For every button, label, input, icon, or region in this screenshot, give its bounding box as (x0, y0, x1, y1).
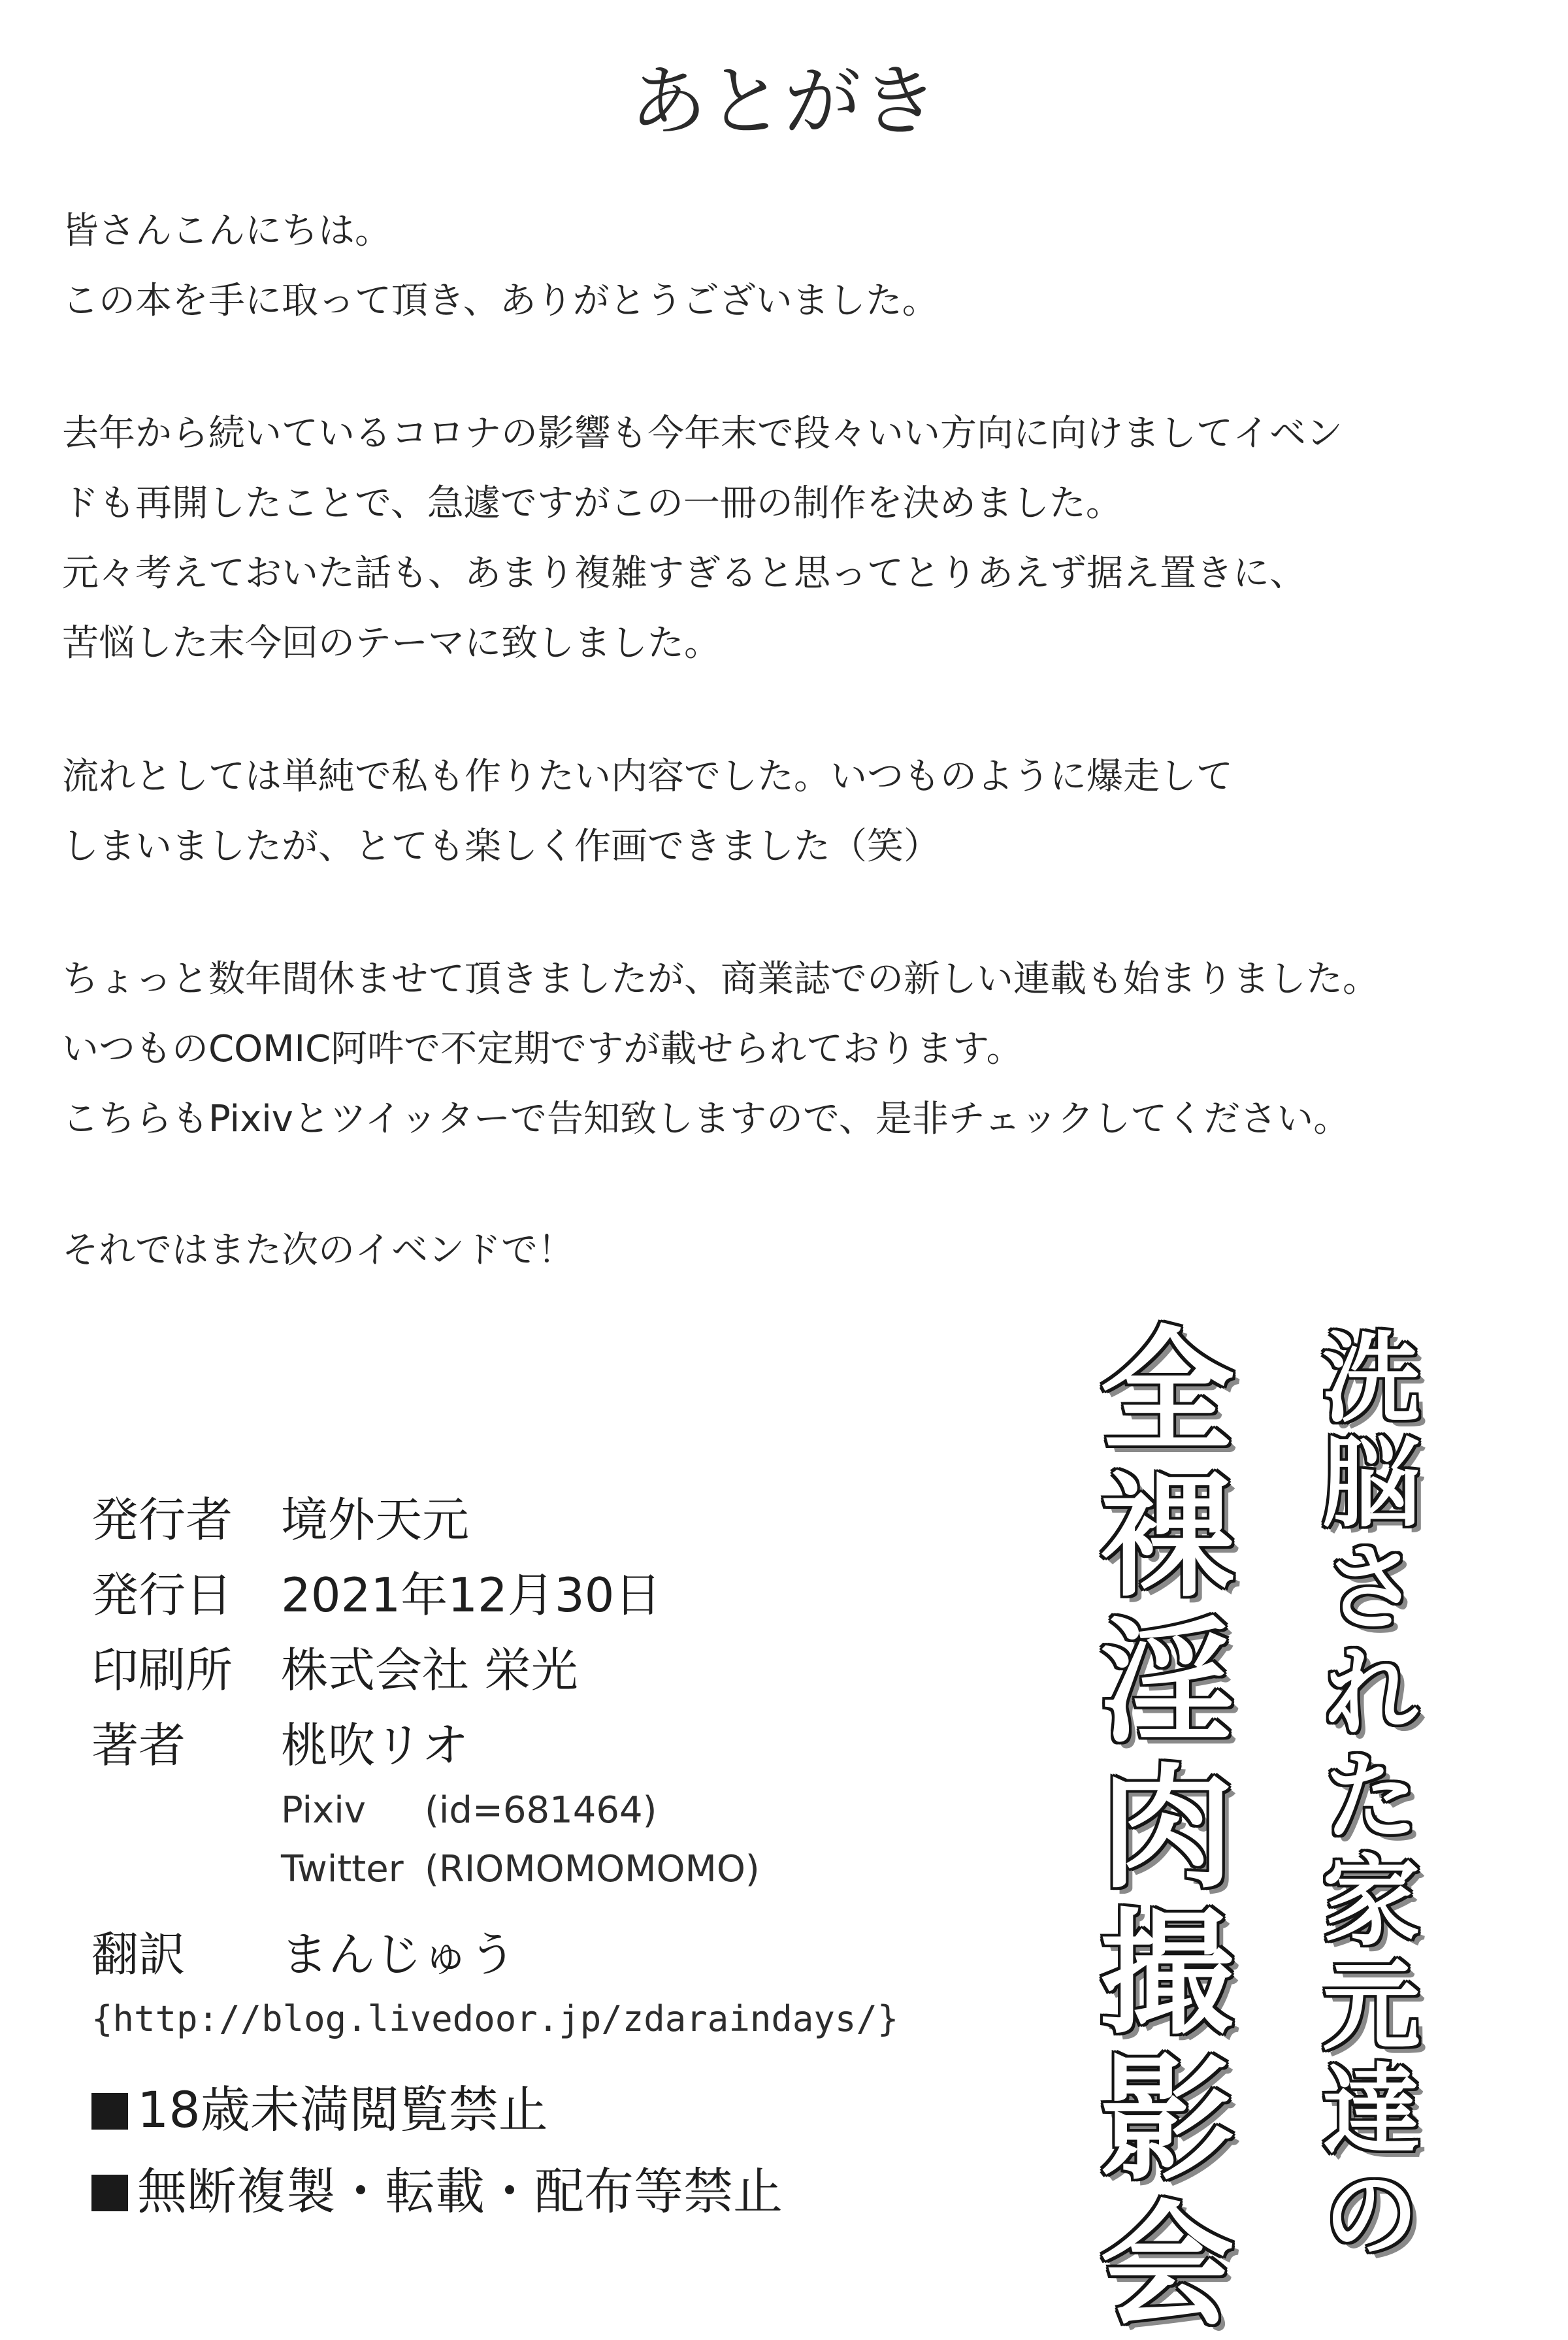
translator-value: まんじゅう (281, 1927, 517, 1982)
paragraph-content (62, 742, 1486, 882)
publisher-label: 発行者 (91, 1492, 233, 1547)
paragraph-news (62, 944, 1486, 1154)
date-value: 2021年12月30日 (281, 1568, 662, 1623)
square-bullet-icon (91, 2093, 128, 2130)
text-line: 皆さんこんにちは。 (62, 210, 391, 252)
text-line: 苦悩した末今回のテーマに致しました。 (62, 622, 721, 665)
age-notice-text: 18歳未満閲覧禁止 (137, 2081, 548, 2139)
text-line-part: 去年から続いているコロナの影響も今年末で段々いい方向に向けましてイベンドも再開したことで、急遽ですがこの一冊の制作を決めました。 (62, 412, 1343, 525)
copyright-notice (91, 2152, 783, 2223)
text-line: 流れとしては単純で私も作りたい内容でした。いつものように爆走して (62, 755, 1233, 798)
pixiv-label: Pixiv (281, 1789, 366, 1832)
author-value: 桃吹リオ (281, 1718, 469, 1773)
twitter-label: Twitter (281, 1848, 404, 1890)
copyright-notice-text: 無断複製・転載・配布等禁止 (137, 2162, 783, 2220)
pixiv-line (281, 1789, 657, 1832)
text-line: 元々考えておいた話も、あまり複雑すぎると思ってとりあえず据え置きに、 (62, 552, 1306, 595)
translator-label: 翻訳 (91, 1927, 186, 1982)
text-line: この本を手に取って頂き、ありがとうございました。 (62, 280, 939, 322)
twitter-id: (RIOMOMOMOMO) (425, 1848, 760, 1890)
author-label: 著者 (91, 1718, 186, 1773)
date-label: 発行日 (91, 1568, 233, 1623)
page-title: あとがき (629, 56, 938, 146)
printer-value: 株式会社 栄光 (281, 1643, 578, 1698)
twitter-line (281, 1848, 760, 1890)
text-line: ちょっと数年間休ませて頂きましたが、商業誌での新しい連載も始まりました。 (62, 958, 1379, 1000)
pixiv-id: (id=681464) (425, 1789, 657, 1832)
text-line: それではまた次のイベンドで！ (62, 1229, 574, 1272)
paragraph-background (62, 399, 1486, 678)
blog-url: {http://blog.livedoor.jp/zdaraindays/} (91, 1998, 899, 2039)
publisher-value: 境外天元 (281, 1492, 470, 1547)
text-line: しまいましたが、とても楽しく作画できました（笑） (62, 825, 940, 868)
square-bullet-icon (91, 2175, 128, 2211)
printer-label: 印刷所 (91, 1643, 233, 1698)
book-title-line1: 洗脳された家元達の (1305, 1327, 1419, 2267)
paragraph-greeting (62, 196, 1486, 336)
text-line: こちらもPixivとツイッターで告知致しますので、是非チェックしてください。 (62, 1098, 1350, 1140)
age-notice (91, 2070, 548, 2141)
paragraph-closing (62, 1215, 1486, 1285)
text-line: いつものCOMIC阿吽で不定期ですが載せられております。 (62, 1028, 1023, 1070)
book-title-line2: 全裸淫肉撮影会 (1077, 1320, 1233, 2340)
text-line (62, 399, 1369, 538)
